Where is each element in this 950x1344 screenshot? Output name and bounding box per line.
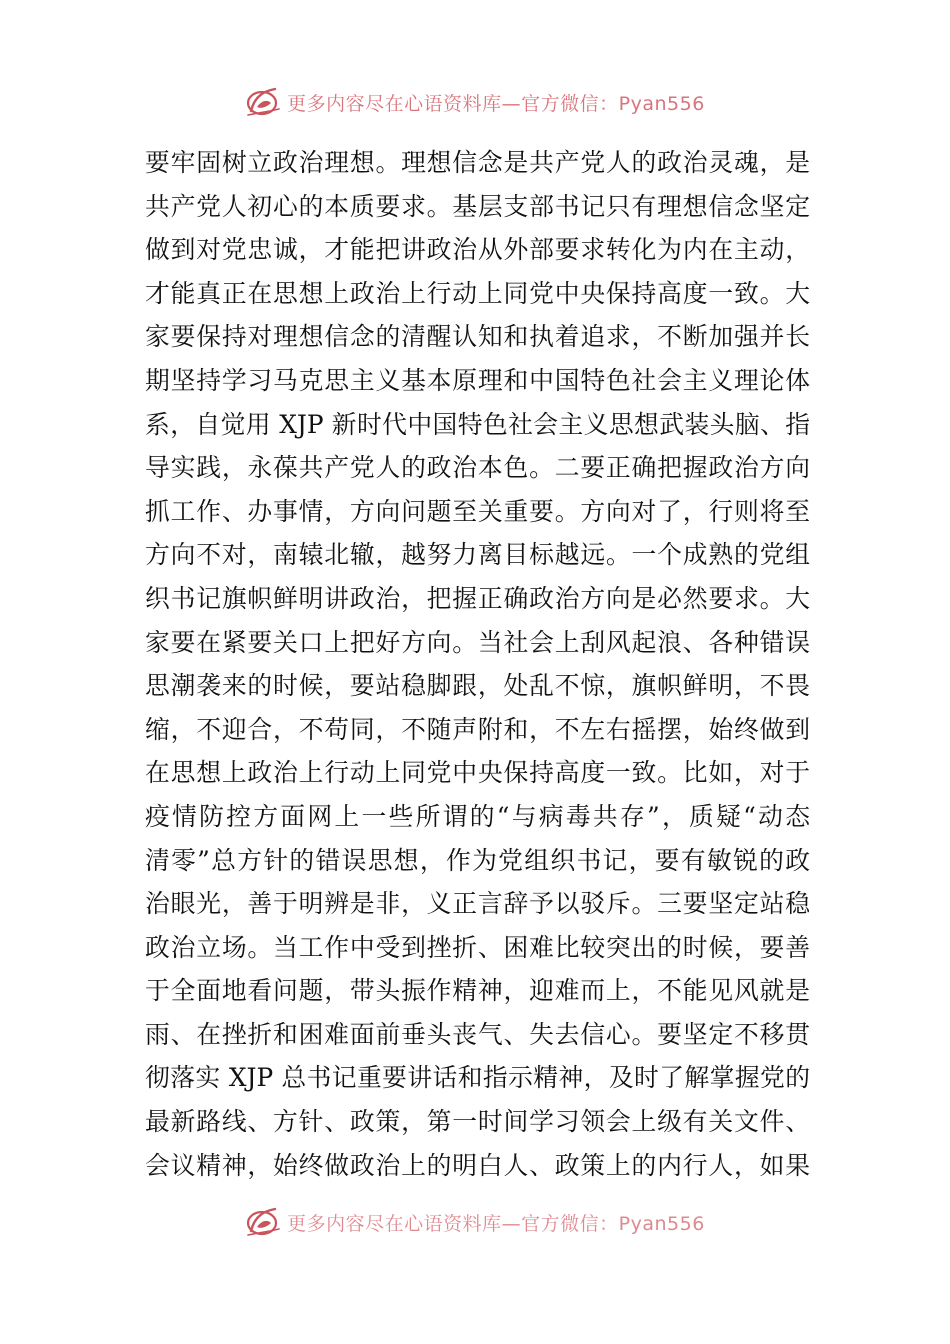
text-line: 最新路线、方针、政策，第一时间学习领会上级有关文件、 (145, 1107, 810, 1137)
text-line: 于全面地看问题，带头振作精神，迎难而上，不能见风就是 (145, 976, 810, 1006)
text-line: 疫情防控方面网上一些所谓的“与病毒共存”，质疑“动态 (145, 801, 810, 831)
text-line: 在思想上政治上行动上同党中央保持高度一致。比如，对于 (145, 758, 810, 788)
text-line: 方向不对，南辕北辙，越努力离目标越远。一个成熟的党组 (145, 540, 810, 570)
signature-logo-icon (245, 1205, 281, 1239)
header-watermark-text: 更多内容尽在心语资料库—官方微信：Pyan556 (287, 92, 705, 115)
text-line: 治眼光，善于明辨是非，义正言辞予以驳斥。三要坚定站稳 (145, 889, 810, 919)
text-line: 家要在紧要关口上把好方向。当社会上刮风起浪、各种错误 (145, 627, 810, 657)
text-line: 要牢固树立政治理想。理想信念是共产党人的政治灵魂，是 (145, 148, 810, 177)
text-line: 思潮袭来的时候，要站稳脚跟，处乱不惊，旗帜鲜明，不畏 (145, 671, 810, 701)
footer-watermark (0, 1202, 950, 1242)
text-line: 抓工作、办事情，方向问题至关重要。方向对了，行则将至 (145, 496, 810, 526)
text-line: 导实践，永葆共产党人的政治本色。二要正确把握政治方向 (145, 453, 810, 483)
text-line: 清零”总方针的错误思想，作为党组织书记，要有敏锐的政 (145, 845, 810, 875)
text-line: 会议精神，始终做政治上的明白人、政策上的内行人，如果 (145, 1150, 810, 1180)
document-body (145, 141, 810, 1187)
text-line: 系，自觉用 XJP 新时代中国特色社会主义思想武装头脑、指 (145, 409, 810, 439)
text-line: 政治立场。当工作中受到挫折、困难比较突出的时候，要善 (145, 932, 810, 962)
text-line: 共产党人初心的本质要求。基层支部书记只有理想信念坚定 (145, 191, 810, 221)
text-line: 家要保持对理想信念的清醒认知和执着追求，不断加强并长 (145, 322, 810, 352)
header-watermark (0, 82, 950, 122)
text-line: 才能真正在思想上政治上行动上同党中央保持高度一致。大 (145, 278, 810, 308)
footer-watermark-text: 更多内容尽在心语资料库—官方微信：Pyan556 (287, 1212, 705, 1235)
signature-logo-icon (245, 85, 281, 119)
text-line: 彻落实 XJP 总书记重要讲话和指示精神，及时了解掌握党的 (145, 1063, 810, 1093)
text-line: 缩，不迎合，不苟同，不随声附和，不左右摇摆，始终做到 (145, 714, 810, 744)
text-line: 期坚持学习马克思主义基本原理和中国特色社会主义理论体 (145, 365, 810, 395)
text-line: 织书记旗帜鲜明讲政治，把握正确政治方向是必然要求。大 (145, 583, 810, 613)
text-line: 做到对党忠诚，才能把讲政治从外部要求转化为内在主动， (145, 235, 810, 265)
text-line: 雨、在挫折和困难面前垂头丧气、失去信心。要坚定不移贯 (145, 1019, 810, 1049)
